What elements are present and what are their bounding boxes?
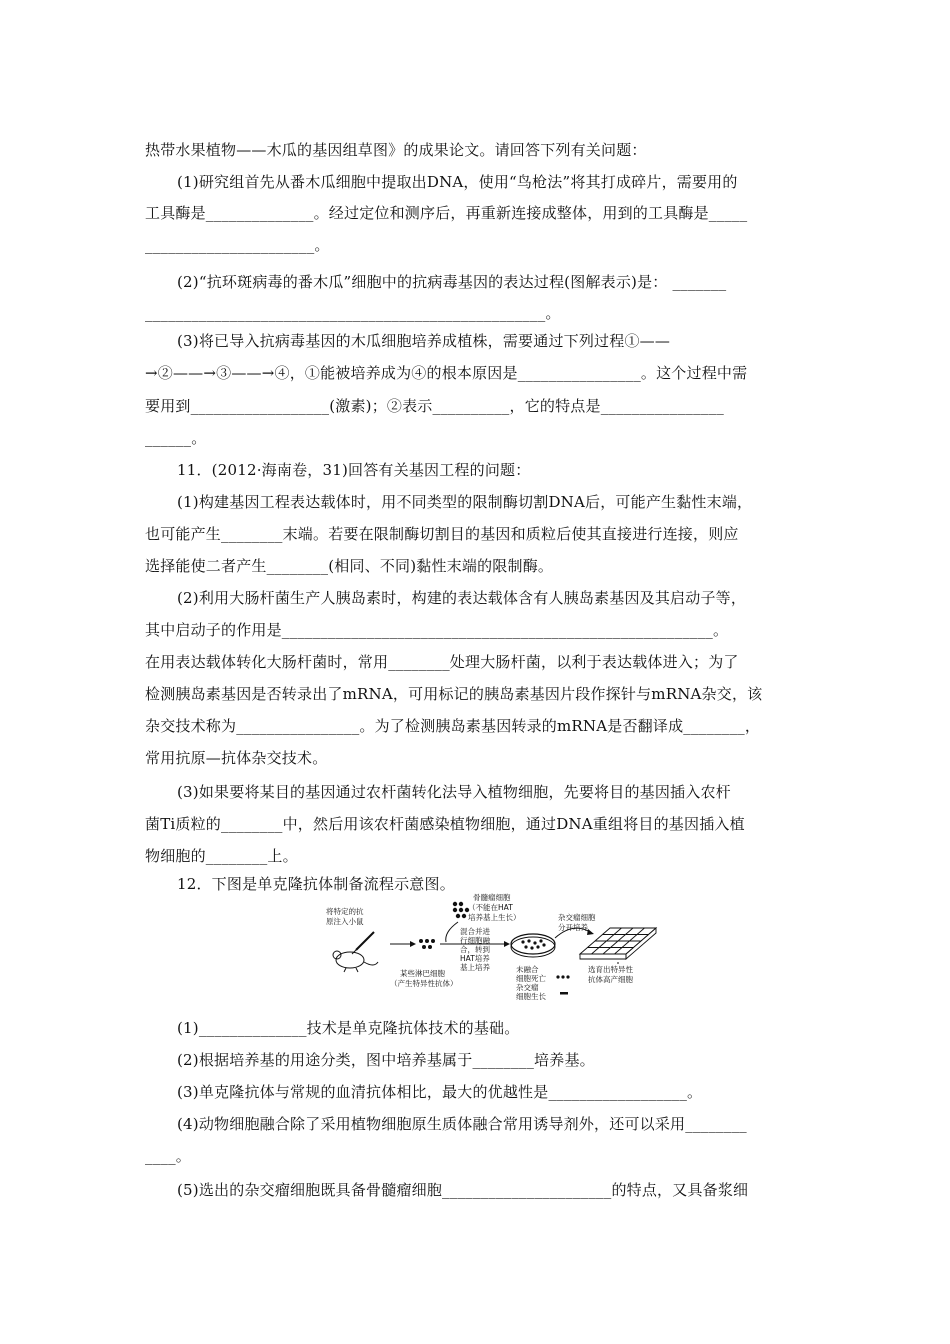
inject-label-2: 原注入小鼠 bbox=[326, 917, 364, 926]
syringe-icon bbox=[352, 932, 374, 954]
text-line: ______________________。 bbox=[145, 236, 330, 254]
death-label-4: 细胞生长 bbox=[516, 992, 546, 1001]
death-label-1: 未融合 bbox=[516, 965, 539, 974]
text-line: 常用抗原—抗体杂交技术。 bbox=[145, 749, 328, 767]
text-line: 要用到__________________(激素)；②表示__________，它的特点是________________ bbox=[145, 397, 724, 415]
text-line: (2)“抗环斑病毒的番木瓜”细胞中的抗病毒基因的表达过程(图解表示)是： _______ bbox=[177, 273, 727, 291]
monoclonal-antibody-diagram bbox=[318, 892, 658, 1007]
text-line: (1)构建基因工程表达载体时，用不同类型的限制酶切割DNA后，可能产生黏性末端， bbox=[177, 493, 753, 511]
text-line: 工具酶是______________。经过定位和测序后，再重新连接成整体，用到的工具酶是_____ bbox=[145, 204, 748, 222]
myeloma-label-3: 培养基上生长） bbox=[468, 913, 521, 922]
text-line: (1)______________技术是单克隆抗体技术的基础。 bbox=[177, 1019, 520, 1037]
text-line: 其中启动子的作用是________________________________________________________。 bbox=[145, 621, 729, 639]
select-label-1: 选育出特异性 bbox=[588, 965, 633, 974]
text-line: 杂交技术称为________________。为了检测胰岛素基因转录的mRNA是否翻译成________， bbox=[145, 717, 761, 735]
text-line: 检测胰岛素基因是否转录出了mRNA，可用标记的胰岛素基因片段作探针与mRNA杂交，该 bbox=[145, 685, 763, 703]
question-number-line: 11．(2012·海南卷，31)回答有关基因工程的问题： bbox=[177, 461, 531, 479]
death-label-3: 杂交瘤 bbox=[516, 983, 539, 992]
select-label-2: 抗体高产细胞 bbox=[588, 975, 633, 984]
question-number-line: 12．下图是单克隆抗体制备流程示意图。 bbox=[177, 875, 455, 893]
text-line: 热带水果植物——木瓜的基因组草图》的成果论文。请回答下列有关问题： bbox=[145, 141, 647, 159]
text-line: (3)如果要将某目的基因通过农杆菌转化法导入植物细胞，先要将目的基因插入农杆 bbox=[177, 783, 731, 801]
lymph-label-1: 某些淋巴细胞 bbox=[400, 969, 445, 978]
mix-label-5: 基上培养 bbox=[460, 963, 490, 972]
text-line: (2)利用大肠杆菌生产人胰岛素时，构建的表达载体含有人胰岛素基因及其启动子等， bbox=[177, 589, 747, 607]
mix-label-4: HAT培养 bbox=[460, 954, 490, 963]
text-line: (2)根据培养基的用途分类，图中培养基属于________培养基。 bbox=[177, 1051, 595, 1069]
text-line: →②——→③——→④，①能被培养成为④的根本原因是________________。这个过程中需 bbox=[145, 364, 748, 382]
mix-label-1: 混合并进 bbox=[460, 927, 490, 936]
text-line: 物细胞的________上。 bbox=[145, 847, 298, 865]
separate-label-1: 杂交瘤细胞 bbox=[558, 913, 596, 922]
text-line: ____。 bbox=[145, 1147, 192, 1165]
death-label-2: 细胞死亡 bbox=[516, 974, 546, 983]
inject-label-1: 将特定的抗 bbox=[326, 907, 364, 916]
text-line: 选择能使二者产生________(相同、不同)黏性末端的限制酶。 bbox=[145, 557, 554, 575]
text-line: (1)研究组首先从番木瓜细胞中提取出DNA，使用“鸟枪法”将其打成碎片，需要用的 bbox=[177, 173, 738, 191]
text-line: 也可能产生________末端。若要在限制酶切割目的基因和质粒后使其直接进行连接，则应 bbox=[145, 525, 739, 543]
text-line: ______。 bbox=[145, 429, 207, 447]
text-line: (5)选出的杂交瘤细胞既具备骨髓瘤细胞______________________的特点，又具备浆细 bbox=[177, 1181, 749, 1199]
text-line: 菌Ti质粒的________中，然后用该农杆菌感染植物细胞，通过DNA重组将目的基因插入植 bbox=[145, 815, 745, 833]
myeloma-cells bbox=[453, 902, 469, 918]
lymphocyte-cells bbox=[419, 939, 435, 949]
myeloma-label-2: （不能在HAT bbox=[468, 903, 513, 912]
petri-dish bbox=[511, 934, 555, 957]
text-line: ____________________________________________________。 bbox=[145, 304, 561, 322]
text-line: 在用表达载体转化大肠杆菌时，常用________处理大肠杆菌，以利于表达载体进入；为了 bbox=[145, 653, 739, 671]
text-line: (3)将已导入抗病毒基因的木瓜细胞培养成植株，需要通过下列过程①—— bbox=[177, 332, 671, 350]
mouse-icon bbox=[333, 951, 378, 972]
text-line: (3)单克隆抗体与常规的血清抗体相比，最大的优越性是__________________。 bbox=[177, 1083, 703, 1101]
mix-label-3: 合，转到 bbox=[460, 945, 490, 954]
myeloma-label-1: 骨髓瘤细胞 bbox=[473, 893, 511, 902]
separate-label-2: 分开培养 bbox=[558, 923, 588, 932]
lymph-label-2: （产生特异性抗体） bbox=[390, 979, 458, 988]
text-line: (4)动物细胞融合除了采用植物细胞原生质体融合常用诱导剂外，还可以采用________ bbox=[177, 1115, 747, 1133]
mix-label-2: 行细胞融 bbox=[460, 936, 490, 945]
